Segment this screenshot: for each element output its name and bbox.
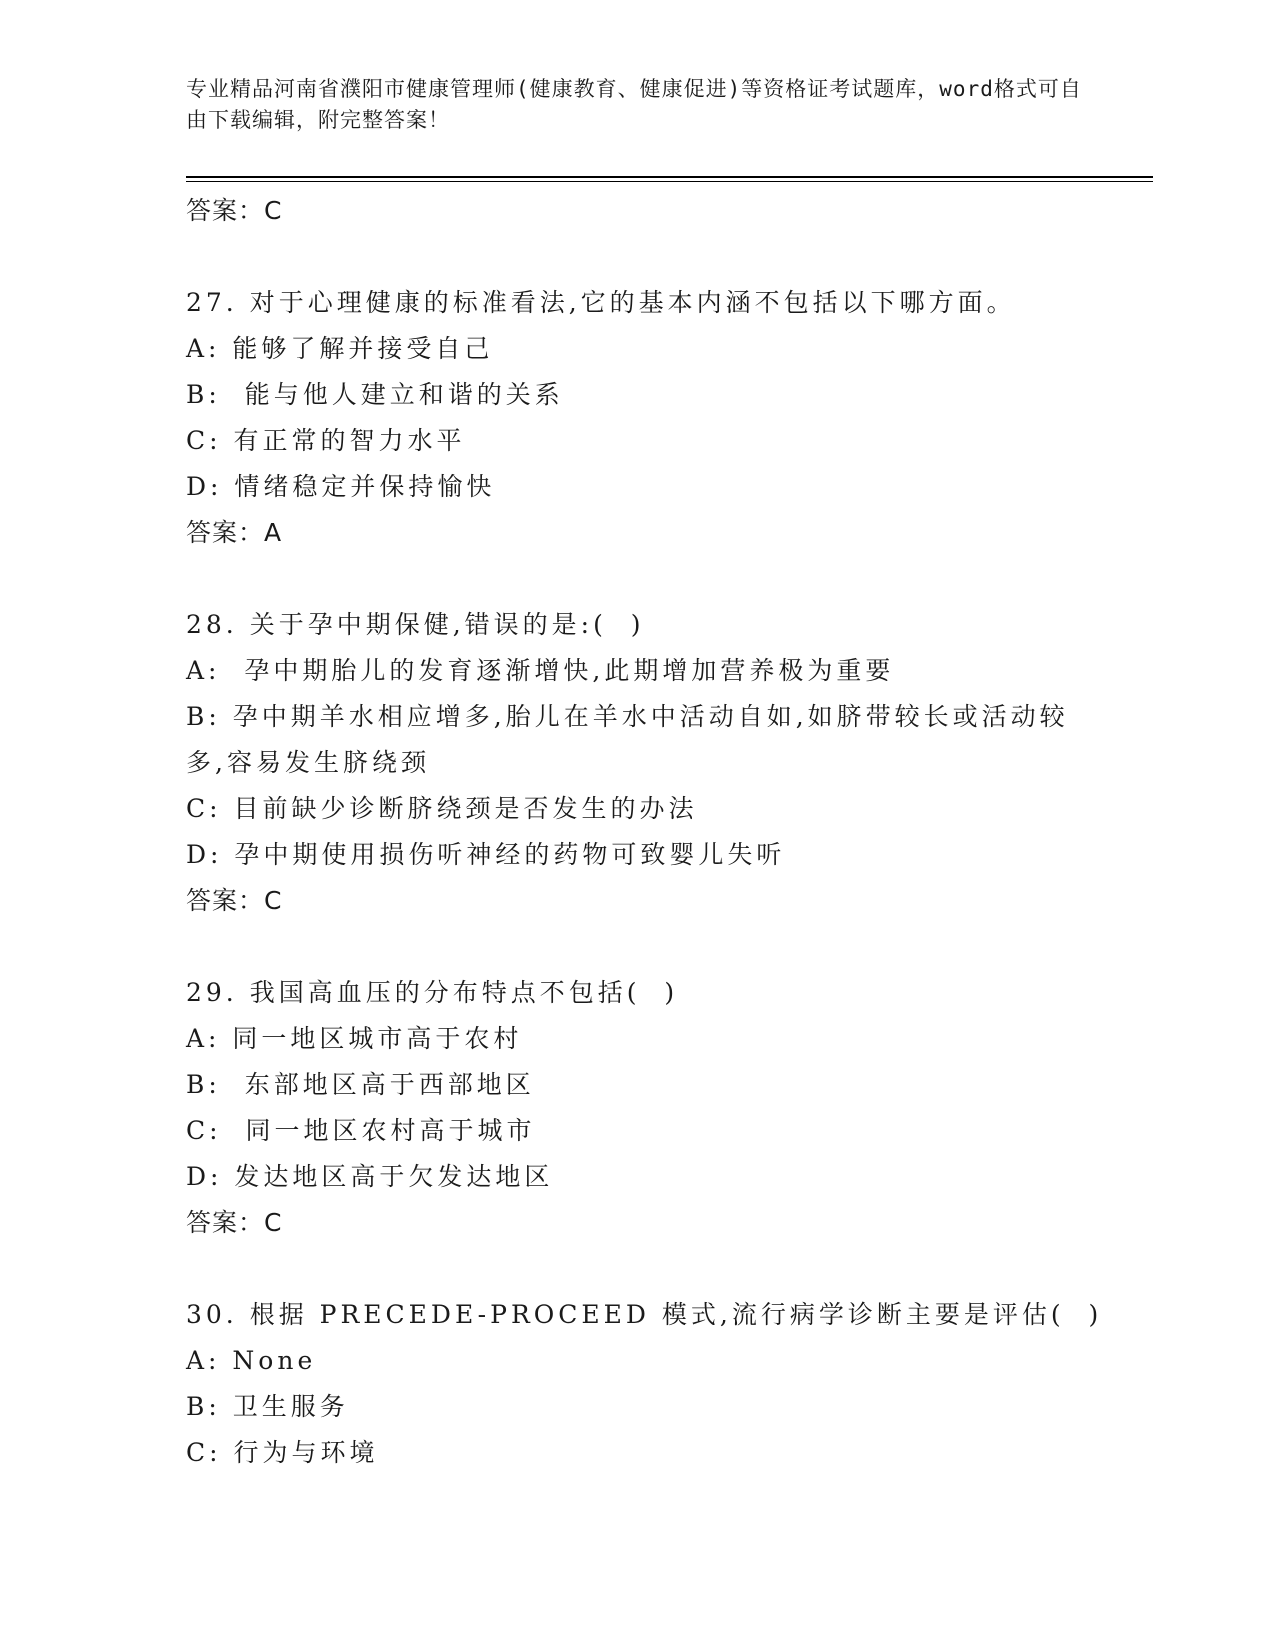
option-b: B: 能与他人建立和谐的关系 [186, 380, 564, 409]
header-divider-thin [186, 181, 1153, 182]
option-b: B: 卫生服务 [186, 1392, 349, 1421]
option-a: A: None [186, 1346, 317, 1375]
question-block [186, 280, 1086, 556]
answer-line: 答案：C [186, 886, 283, 915]
option-d: D: 发达地区高于欠发达地区 [186, 1162, 554, 1191]
option-d: D: 孕中期使用损伤听神经的药物可致婴儿失听 [186, 840, 786, 869]
question-text: 30. 根据 PRECEDE-PROCEED 模式,流行病学诊断主要是评估( ) [186, 1300, 1103, 1329]
answer-line: 答案：C [186, 196, 283, 225]
question-block [186, 602, 1086, 924]
option-a: A: 能够了解并接受自己 [186, 334, 494, 363]
answer-line: 答案：C [186, 1208, 283, 1237]
document-body [186, 188, 1103, 1476]
question-block [186, 1292, 1103, 1476]
answer-line: 答案：A [186, 518, 283, 547]
question-block [186, 970, 1086, 1246]
option-c: C: 有正常的智力水平 [186, 426, 466, 455]
option-a: A: 孕中期胎儿的发育逐渐增快,此期增加营养极为重要 [186, 656, 895, 685]
document-header: 专业精品河南省濮阳市健康管理师(健康教育、健康促进)等资格证考试题库，word格式可自由下载编辑，附完整答案！ [186, 77, 1082, 132]
option-b: B: 孕中期羊水相应增多,胎儿在羊水中活动自如,如脐带较长或活动较多,容易发生脐绕颈 [186, 702, 1069, 777]
question-text: 28. 关于孕中期保健,错误的是:( ) [186, 610, 645, 639]
option-c: C: 目前缺少诊断脐绕颈是否发生的办法 [186, 794, 698, 823]
question-text: 27. 对于心理健康的标准看法,它的基本内涵不包括以下哪方面。 [186, 288, 1016, 317]
header-divider [186, 176, 1153, 178]
option-a: A: 同一地区城市高于农村 [186, 1024, 523, 1053]
question-text: 29. 我国高血压的分布特点不包括( ) [186, 978, 679, 1007]
option-b: B: 东部地区高于西部地区 [186, 1070, 535, 1099]
option-c: C: 同一地区农村高于城市 [186, 1116, 536, 1145]
option-c: C: 行为与环境 [186, 1438, 379, 1467]
option-d: D: 情绪稳定并保持愉快 [186, 472, 496, 501]
